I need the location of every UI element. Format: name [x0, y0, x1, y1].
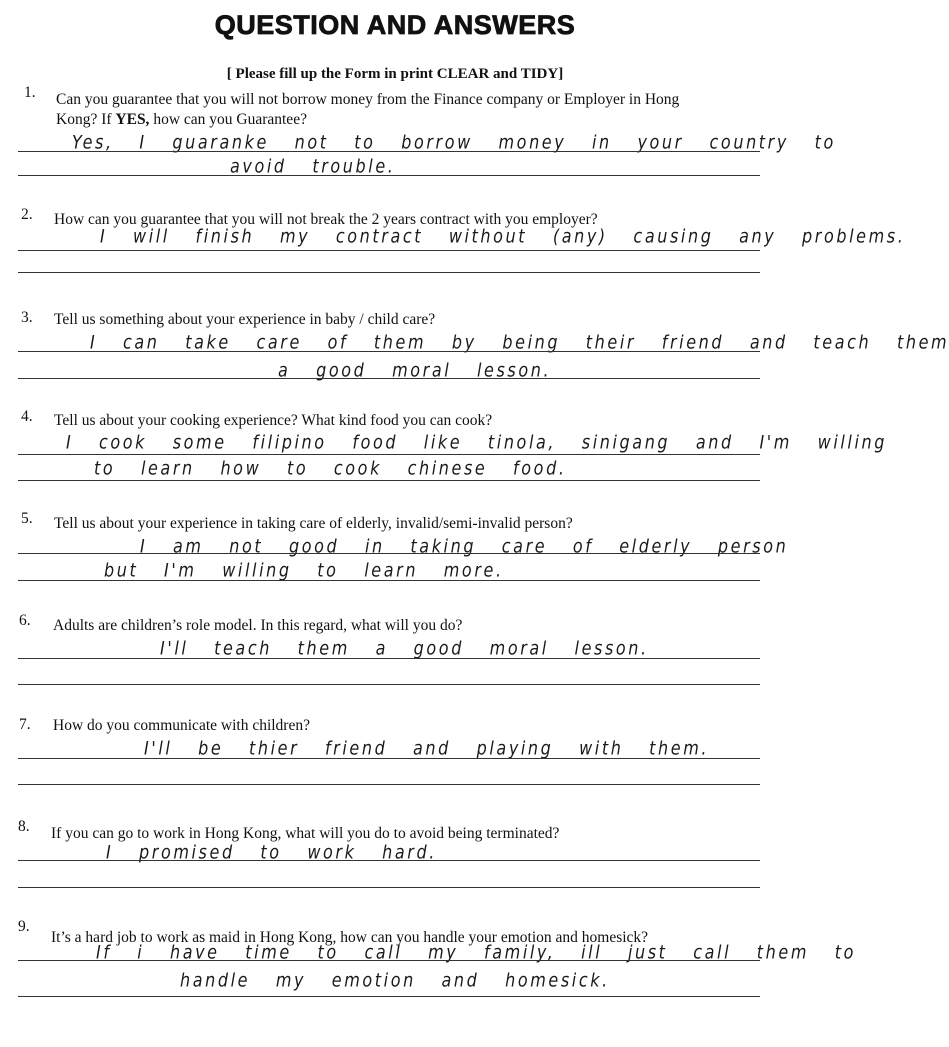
- question-number: 8.: [18, 818, 30, 835]
- answer-line: handle my emotion and homesick.: [180, 969, 610, 991]
- answer-rule: [18, 684, 760, 685]
- form-instruction: [ Please fill up the Form in print CLEAR and TIDY]: [226, 66, 564, 82]
- question-text: If you can go to work in Hong Kong, what will you do to avoid being terminated?: [51, 825, 560, 842]
- answer-rule: [18, 351, 760, 352]
- question-number: 7.: [19, 716, 31, 733]
- answer-rule: [18, 887, 760, 888]
- question-text-post: how can you Guarantee?: [153, 111, 307, 128]
- question-text: How do you communicate with children?: [53, 717, 310, 734]
- answer-line: but I'm willing to learn more.: [104, 559, 504, 581]
- answer-rule: [18, 758, 760, 759]
- page-title: QUESTION AND ANSWERS: [214, 10, 576, 40]
- question-text: Can you guarantee that you will not borrow money from the Finance company or Employer in Hong: [56, 91, 680, 108]
- question-number: 3.: [21, 309, 33, 326]
- question-text: Tell us about your experience in taking care of elderly, invalid/semi-invalid person?: [54, 515, 573, 532]
- answer-rule: [18, 250, 760, 251]
- question-text: Adults are children’s role model. In this regard, what will you do?: [53, 617, 463, 634]
- answer-line: to learn how to cook chinese food.: [94, 457, 567, 479]
- question-number: 9.: [18, 918, 30, 935]
- answer-line: I promised to work hard.: [106, 841, 437, 863]
- question-text: Tell us about your cooking experience? What kind food you can cook?: [54, 412, 493, 429]
- question-number: 5.: [21, 510, 33, 527]
- answer-line: a good moral lesson.: [278, 359, 552, 381]
- question-number: 4.: [21, 408, 33, 425]
- answer-rule: [18, 960, 760, 961]
- answer-rule: [18, 480, 760, 481]
- answer-line: avoid trouble.: [230, 155, 396, 177]
- answer-rule: [18, 378, 760, 379]
- answer-line: If i have time to call my family, ill just call them to: [96, 941, 856, 963]
- question-text-line2: [56, 110, 307, 130]
- answer-line: I am not good in taking care of elderly person: [140, 535, 789, 557]
- answer-rule: [18, 996, 760, 997]
- question-text: It’s a hard job to work as maid in Hong Kong, how can you handle your emotion and homesick?: [51, 929, 649, 946]
- question-text: Tell us something about your experience in baby / child care?: [54, 311, 436, 328]
- question-number: 6.: [19, 612, 31, 629]
- question-text: How can you guarantee that you will not break the 2 years contract with you employer?: [54, 211, 598, 228]
- answer-line: I can take care of them by being their friend and teach them: [90, 331, 949, 353]
- answer-rule: [18, 454, 760, 455]
- answer-line: I'll teach them a good moral lesson.: [160, 637, 649, 659]
- answer-rule: [18, 784, 760, 785]
- answer-rule: [18, 272, 760, 273]
- question-number: 1.: [24, 84, 36, 101]
- answer-rule: [18, 553, 760, 554]
- answer-rule: [18, 658, 760, 659]
- answer-rule: [18, 580, 760, 581]
- answer-line: Yes, I guaranke not to borrow money in your country to: [72, 131, 836, 153]
- answer-line: I cook some filipino food like tinola, sinigang and I'm willing: [66, 431, 888, 453]
- question-text-bold: YES,: [115, 111, 150, 128]
- answer-line: I'll be thier friend and playing with them.: [144, 737, 710, 759]
- answer-rule: [18, 860, 760, 861]
- question-number: 2.: [21, 206, 33, 223]
- answer-rule: [18, 175, 760, 176]
- answer-line: I will finish my contract without (any) causing any problems.: [100, 225, 906, 247]
- question-text-pre: Kong? If: [56, 111, 112, 128]
- answer-rule: [18, 151, 760, 152]
